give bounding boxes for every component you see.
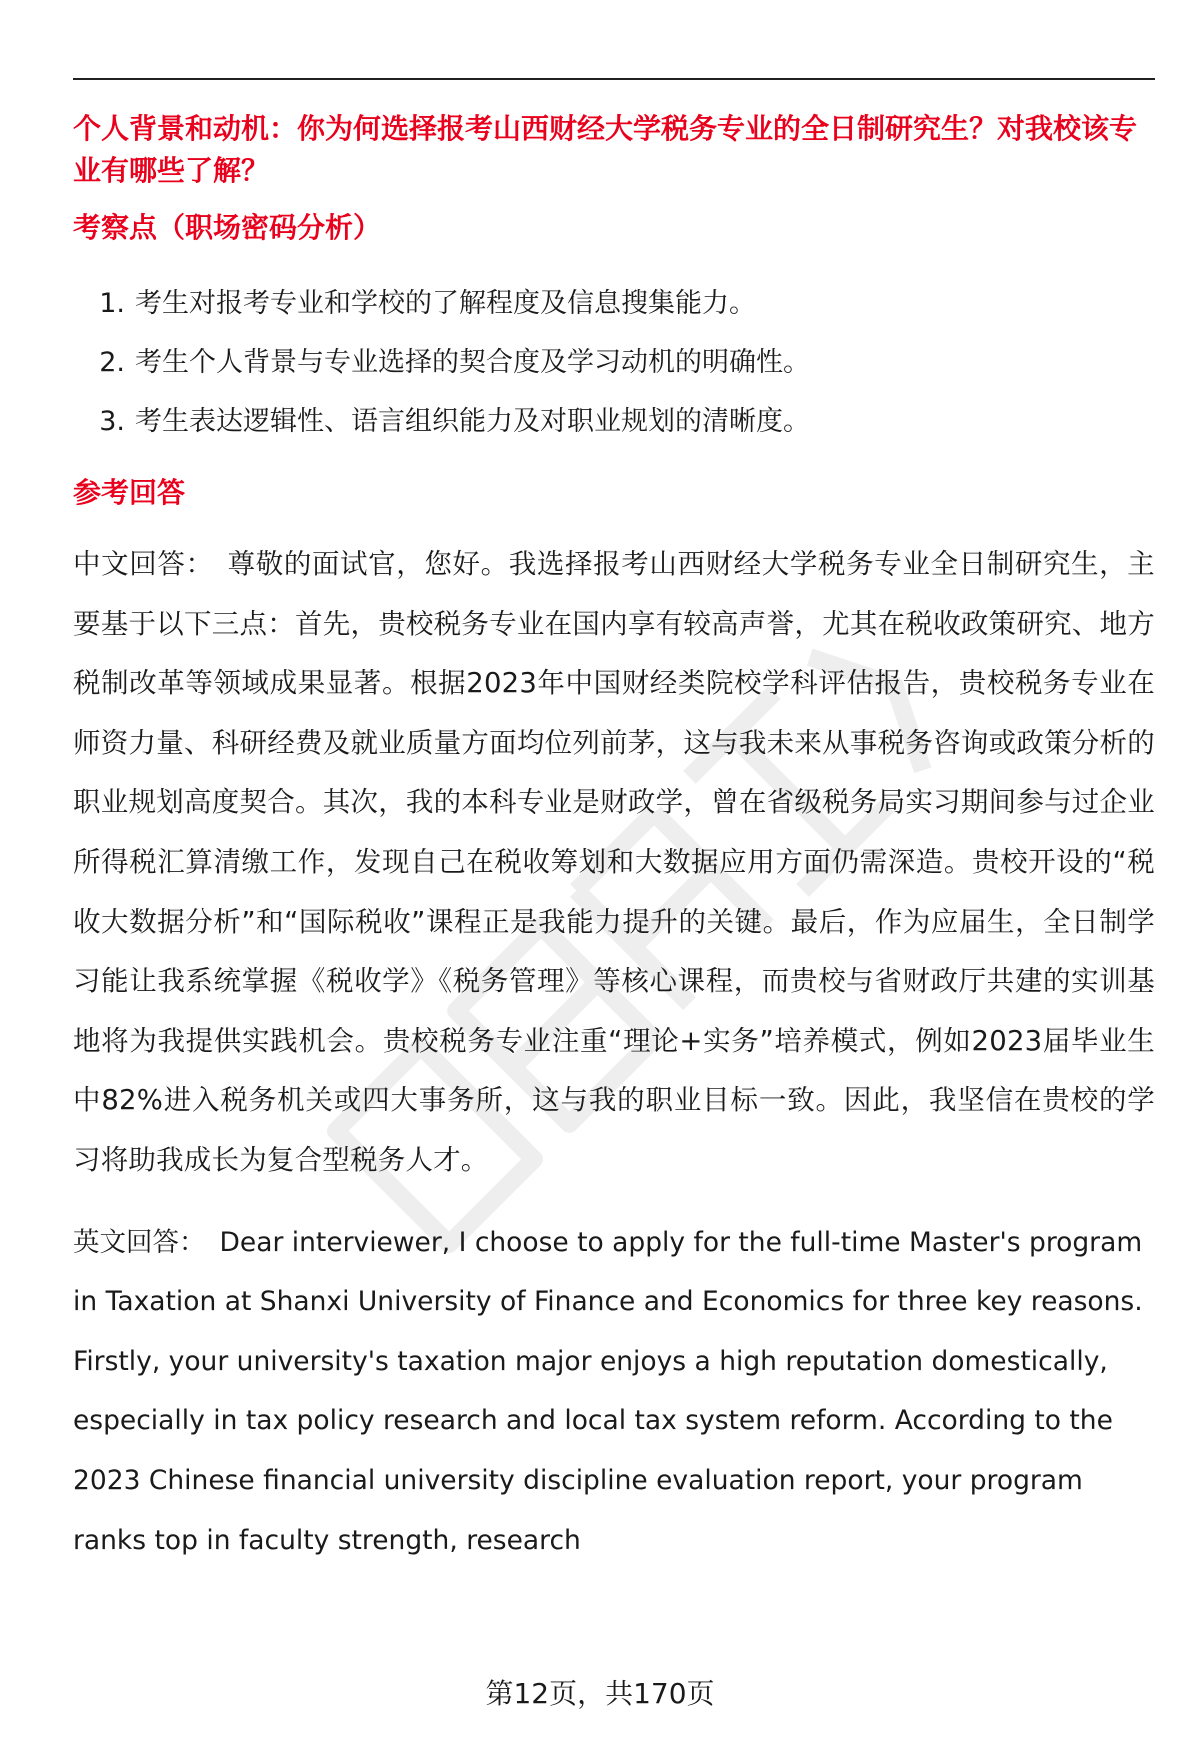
list-item [73, 274, 1155, 333]
list-item-text: 考生个人背景与专业选择的契合度及学习动机的明确性。 [135, 347, 810, 378]
assessment-points-list [73, 274, 1155, 451]
list-item-number: 3. [99, 406, 125, 437]
chinese-answer-text: 尊敬的面试官，您好。我选择报考山西财经大学税务专业全日制研究生，主要基于以下三点：首先，贵校税务专业在国内享有较高声誉，尤其在税收政策研究、地方税制改革等领域成果显著。根据2023年中国财经类院校学科评估报告，贵校税务专业在师资力量、科研经费及就业质量方面均位列前茅，这与我未来从事税务咨询或政策分析的职业规划高度契合。其次，我的本科专业是财政学，曾在省级税务局实习期间参与过企业所得税汇算清缴工作，发现自己在税收筹划和大数据应用方面仍需深造。贵校开设的“税收大数据分析”和“国际税收”课程正是我能力提升的关键。最后，作为应届生，全日制学习能让我系统掌握《税收学》《税务管理》等核心课程，而贵校与省财政厅共建的实训基地将为我提供实践机会。贵校税务专业注重“理论+实务”培养模式，例如2023届毕业生中82%进入税务机关或四大事务所，这与我的职业目标一致。因此，我坚信在贵校的学习将助我成长为复合型税务人才。 [73, 548, 1156, 1176]
list-item-text: 考生表达逻辑性、语言组织能力及对职业规划的清晰度。 [135, 406, 810, 437]
list-item-text: 考生对报考专业和学校的了解程度及信息搜集能力。 [135, 288, 756, 319]
list-item-number: 1. [99, 288, 125, 319]
chinese-answer-label: 中文回答： [73, 548, 214, 580]
english-answer-text: Dear interviewer, I choose to apply for the full-time Master's program in Taxation at Shanxi University of Finance and Economics for three key reasons. Firstly, your university's taxation major enjoys a high reputation domestically, especially in tax policy research and local tax system reform. According to the 2023 Chinese financial university discipline evaluation report, your program ranks top in faculty strength, research [73, 1226, 1143, 1556]
english-answer-paragraph [73, 1213, 1155, 1571]
english-answer-label: 英文回答： [73, 1226, 206, 1258]
question-heading: 个人背景和动机：你为何选择报考山西财经大学税务专业的全日制研究生？对我校该专业有哪些了解？ [73, 112, 1138, 187]
header-rule [73, 78, 1155, 80]
list-item [73, 392, 1155, 451]
document-body [73, 108, 1155, 1570]
reference-answer-heading: 参考回答 [73, 476, 186, 509]
page-number-footer: 第12页，共170页 [485, 1677, 715, 1710]
chinese-answer-paragraph [73, 535, 1155, 1191]
list-item [73, 333, 1155, 392]
list-item-number: 2. [99, 347, 125, 378]
assessment-points-heading: 考察点（职场密码分析） [73, 211, 382, 244]
